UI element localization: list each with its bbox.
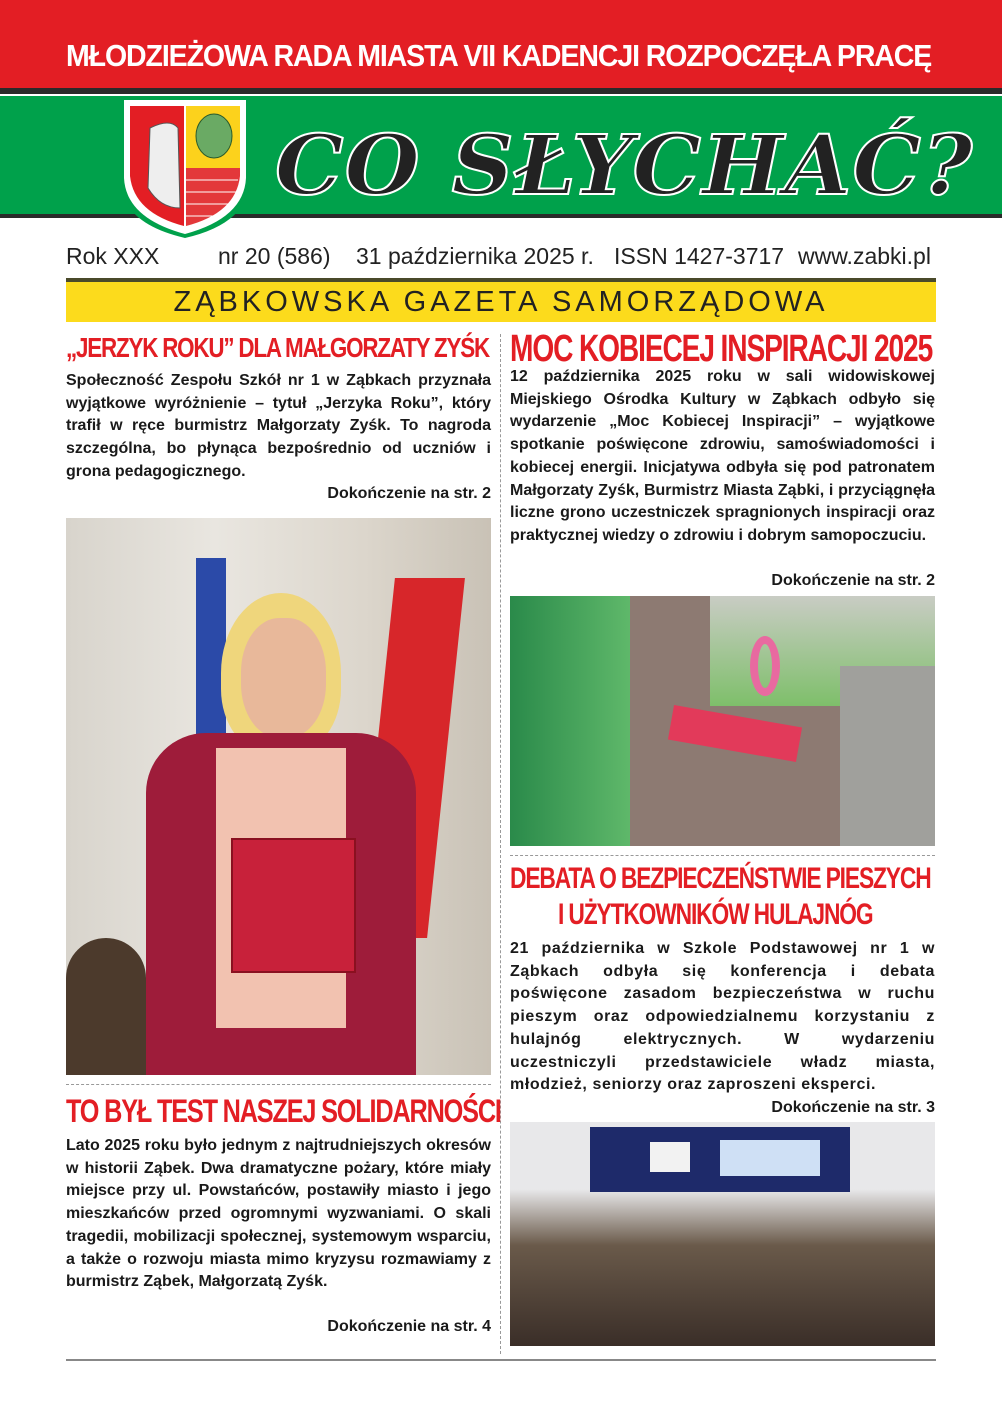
article-title-line1[interactable]: DEBATA O BEZPIECZEŃSTWIE PIESZYCH: [510, 862, 931, 895]
article-photo-march: [510, 596, 935, 846]
website-link[interactable]: www.zabki.pl: [798, 243, 931, 269]
article-photo-award: [66, 518, 491, 1075]
article-photo-debate: [510, 1122, 935, 1346]
year-label: Rok XXX: [66, 243, 160, 269]
continued-link[interactable]: Dokończenie na str. 2: [327, 485, 491, 502]
article-title[interactable]: MOC KOBIECEJ INSPIRACJI 2025: [510, 328, 933, 370]
issue-date: 31 października 2025 r.: [356, 243, 594, 269]
continued-link[interactable]: Dokończenie na str. 3: [771, 1099, 935, 1116]
banner-headline: MŁODZIEŻOWA RADA MIASTA VII KADENCJI ROZPOCZĘŁA PRACĘ: [66, 38, 932, 73]
divider: [66, 1084, 491, 1085]
article-body: Społeczność Zespołu Szkół nr 1 w Ząbkach przyznała wyjątkowe wyróżnienie – tytuł „Jerzyka Roku”, który trafił w ręce burmistrz Małgorzaty Zyśk. To nagroda szczególna, bo płynąca bezpośrednio od uczniów i grona pedagogicznego.: [66, 372, 491, 480]
issn: ISSN 1427-3717: [614, 243, 785, 269]
article-body: 12 października 2025 roku w sali widowiskowej Miejskiego Ośrodka Kultury w Ząbkach odbyło się wydarzenie „Moc Kobiecej Inspiracji” – wyjątkowe spotkanie poświęcone zdrowiu, samoświadomości i kobiecej energii. Inicjatywa odbyła się pod patronatem Małgorzaty Zyśk, Burmistrz Miasta Ząbki, i przyciągnęła liczne grono uczestniczek spragnionych inspiracji oraz praktycznej wiedzy o zdrowiu i dobrym samopoczuciu.: [510, 368, 935, 544]
article-body: 21 października w Szkole Podstawowej nr 1 w Ząbkach odbyła się konferencja i debata poświęcone zasadom bezpieczeństwa w ruchu pieszym oraz odpowiedzialnemu korzystaniu z hulajnóg elektrycznych. W wydarzeniu uczestniczyli przedstawiciele władz miasta, młodzież, seniorzy oraz zaproszeni eksperci.: [510, 940, 935, 1094]
bottom-rule: [66, 1359, 936, 1361]
article-title-line2[interactable]: I UŻYTKOWNIKÓW HULAJNÓG: [558, 898, 873, 931]
continued-link[interactable]: Dokończenie na str. 4: [327, 1318, 491, 1335]
issue-number: nr 20 (586): [218, 243, 331, 269]
article-title[interactable]: „JERZYK ROKU” DLA MAŁGORZATY ZYŚK: [66, 332, 489, 363]
divider: [510, 855, 935, 856]
subtitle: ZĄBKOWSKA GAZETA SAMORZĄDOWA: [173, 286, 829, 318]
column-divider: [500, 334, 501, 1354]
subtitle-bar: [66, 278, 936, 322]
article-body: Lato 2025 roku było jednym z najtrudniejszych okresów w historii Ząbek. Dwa dramatyczne pożary, które miały miejsce przy ul. Powstańców, postawiły miasto i jego mieszkańców przed ogromnymi wyzwaniami. O skali tragedii, mobilizacji społecznej, systemowym wsparciu, a także o rozwoju miasta mimo kryzysu rozmawiamy z burmistrz Ząbek, Małgorzatą Zyśk.: [66, 1137, 491, 1291]
coat-of-arms-logo: [120, 98, 250, 238]
continued-link[interactable]: Dokończenie na str. 2: [771, 572, 935, 589]
issue-info: [66, 243, 936, 270]
masthead-title: CO SŁYCHAĆ?: [275, 118, 974, 214]
article-title[interactable]: TO BYŁ TEST NASZEJ SOLIDARNOŚCI: [66, 1093, 501, 1129]
top-banner: [0, 0, 1002, 88]
divider: [0, 88, 1002, 94]
